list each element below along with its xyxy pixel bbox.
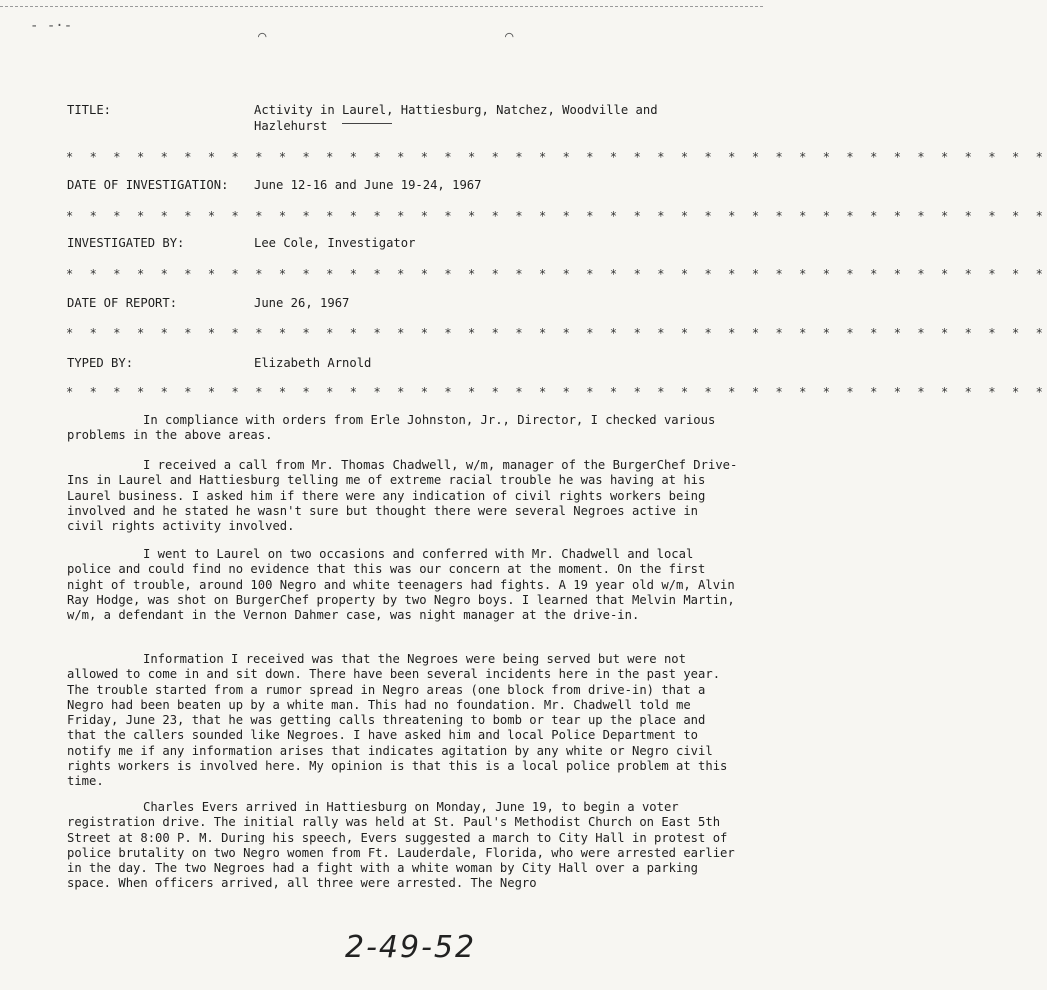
separator: * * * * * * * * * * * * * * * * * * * * * * * * * * * * * * * * * * * * * * * * * * <box>66 150 1047 164</box>
title-value-line2: Hazlehurst <box>254 119 328 133</box>
paragraph-1 <box>67 413 739 444</box>
top-edge-line <box>0 6 763 7</box>
paragraph-5 <box>67 800 739 892</box>
paragraph-text: I went to Laurel on two occasions and conferred with Mr. Chadwell and local police and could find no evidence that this was our concern at the moment. On the first night of trouble, around 100 Negro and white teenagers had fights. A 19 year old w/m, Alvin Ray Hodge, was shot on BurgerChef property by two Negro boys. I learned that Melvin Martin, w/m, a defendant in the Vernon Dahmer case, was night manager at the drive-in. <box>67 547 735 623</box>
scan-mark: - -·- <box>30 18 73 34</box>
paragraph-text: Charles Evers arrived in Hattiesburg on Monday, June 19, to begin a voter registration drive. The initial rally was held at St. Paul's Methodist Church on East 5th Street at 8:00 P. M. During his speech, Evers suggested a march to City Hall in protest of police brutality on two Negro women from Ft. Lauderdale, Florida, who were arrested earlier in the day. The two Negroes had a fight with a white woman by City Hall over a parking space. When officers arrived, all three were arrested. The Negro <box>67 800 735 891</box>
typed-by-value: Elizabeth Arnold <box>254 356 372 370</box>
separator: * * * * * * * * * * * * * * * * * * * * * * * * * * * * * * * * * * * * * * * * * * <box>66 267 1047 281</box>
date-report-label: DATE OF REPORT: <box>67 296 178 310</box>
typed-by-label: TYPED BY: <box>67 356 134 370</box>
paragraph-text: Information I received was that the Negroes were being served but were not allowed to come in and sit down. There have been several incidents here in the past year. The trouble started from a rumor spread in Negro areas (one block from drive-in) that a Negro had been beaten up by a white man. This had no foundation. Mr. Chadwell told me Friday, June 23, that he was getting calls threatening to bomb or tear up the place and that the callers sounded like Negroes. I have asked him and local Police Department to notify me if any information arises that indicates agitation by any white or Negro civil rights workers is involved here. My opinion is that this is a local police problem at this time. <box>67 652 728 789</box>
scan-mark: ⌒ <box>505 28 514 44</box>
date-report-value: June 26, 1967 <box>254 296 350 310</box>
separator: * * * * * * * * * * * * * * * * * * * * * * * * * * * * * * * * * * * * * * * * * * <box>66 385 1047 399</box>
investigated-by-label: INVESTIGATED BY: <box>67 236 185 250</box>
separator: * * * * * * * * * * * * * * * * * * * * * * * * * * * * * * * * * * * * * * * * * * <box>66 326 1047 340</box>
paragraph-4 <box>67 652 739 790</box>
handwritten-page-number: 2-49-52 <box>345 930 477 965</box>
title-value-line1: Activity in Laurel, Hattiesburg, Natchez, Woodville and <box>254 103 658 117</box>
paragraph-2 <box>67 458 739 534</box>
investigated-by-value: Lee Cole, Investigator <box>254 236 416 250</box>
date-investigation-value: June 12-16 and June 19-24, 1967 <box>254 178 482 192</box>
paragraph-text: I received a call from Mr. Thomas Chadwell, w/m, manager of the BurgerChef Drive-Ins in Laurel and Hattiesburg telling me of extreme racial trouble he was having at his Laurel business. I asked him if there were any indication of civil rights workers being involved and he stated he wasn't sure but thought there were several Negroes active in civil rights activity involved. <box>67 458 738 534</box>
title-label: TITLE: <box>67 103 112 117</box>
separator: * * * * * * * * * * * * * * * * * * * * * * * * * * * * * * * * * * * * * * * * * * <box>66 209 1047 223</box>
hand-underline <box>342 123 392 124</box>
scan-mark: ⌒ <box>258 28 267 44</box>
paragraph-3 <box>67 547 739 623</box>
date-investigation-label: DATE OF INVESTIGATION: <box>67 178 229 192</box>
paragraph-text: In compliance with orders from Erle Johnston, Jr., Director, I checked various problems in the above areas. <box>67 413 716 443</box>
